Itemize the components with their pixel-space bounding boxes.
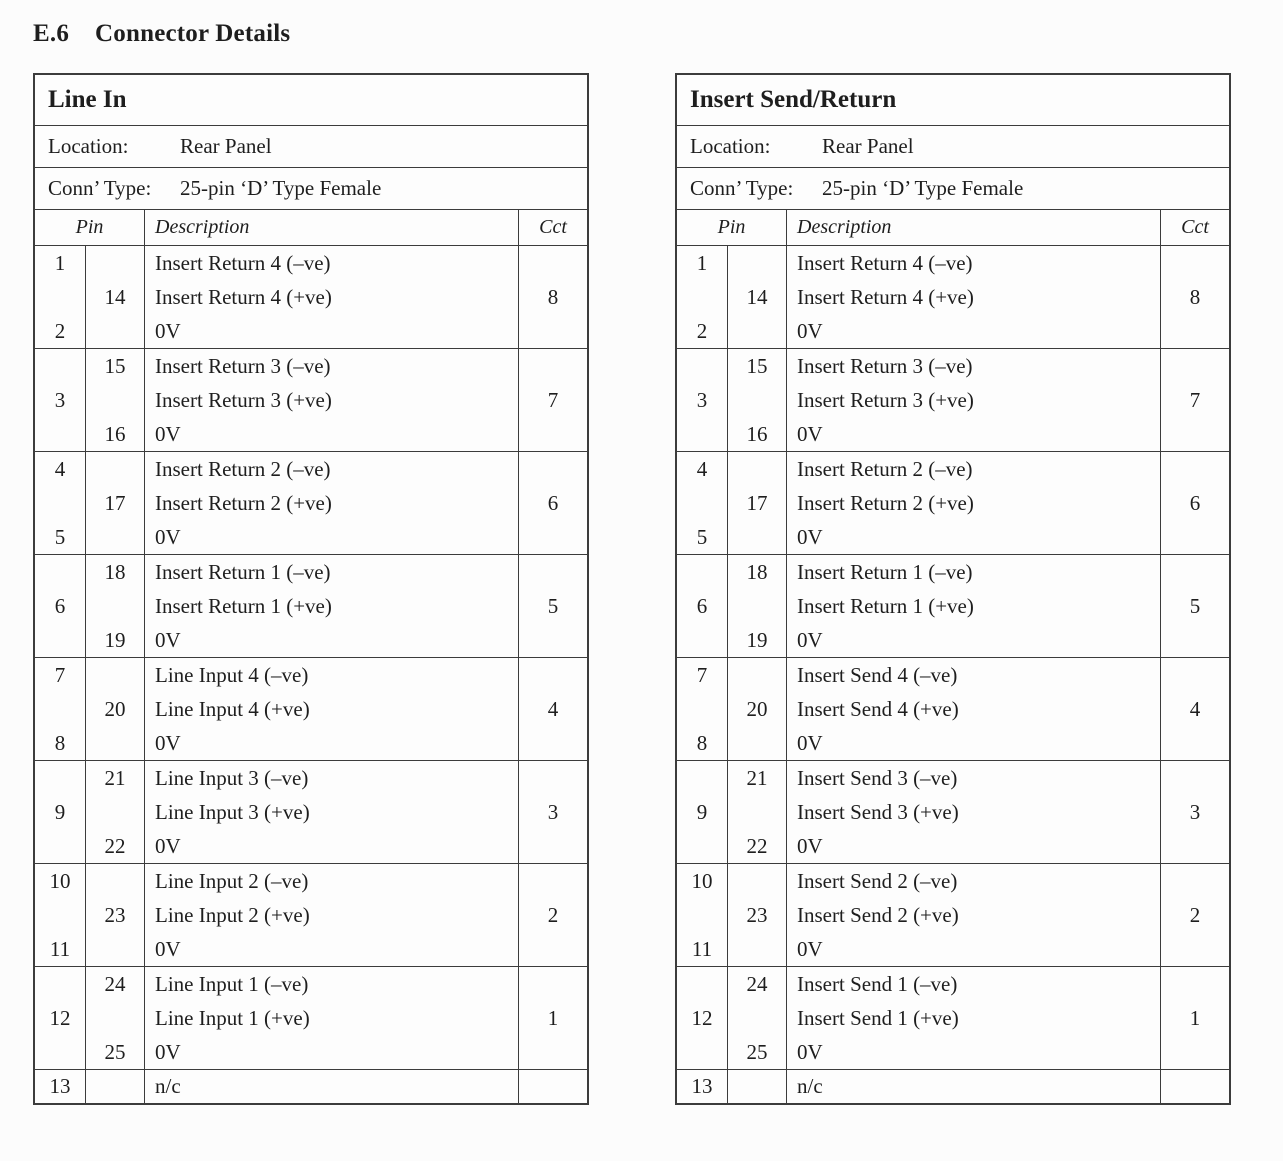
description-cell <box>144 658 518 760</box>
pin-number: 25 <box>104 1040 126 1064</box>
conn-type-value: 25-pin ‘D’ Type Female <box>180 176 382 200</box>
pin-number-cell <box>727 864 786 966</box>
description-line: Insert Return 2 (+ve) <box>797 491 974 515</box>
cct-cell: 5 <box>518 555 587 657</box>
pin-header-row <box>35 210 587 245</box>
pin-number-cell <box>727 452 786 554</box>
pin-number: 13 <box>49 1074 71 1098</box>
description-line: Insert Return 1 (+ve) <box>797 594 974 618</box>
pin-number: 18 <box>104 560 126 584</box>
pin-number <box>728 246 786 280</box>
description-cell <box>786 452 1160 554</box>
pin-number-cell <box>727 967 786 1069</box>
pin-number <box>86 314 144 348</box>
pin-number <box>677 692 727 726</box>
pin-number-cell <box>85 967 144 1069</box>
pin-number <box>86 795 144 829</box>
pin-number <box>35 692 85 726</box>
pin-number <box>86 520 144 554</box>
conn-type-row <box>677 168 1229 210</box>
description-line: Insert Return 1 (–ve) <box>155 560 331 584</box>
pin-number: 5 <box>54 525 66 549</box>
pin-number-cell <box>35 555 85 657</box>
description-line: 0V <box>797 319 823 343</box>
pin-number <box>728 383 786 417</box>
pin-number: 20 <box>746 697 768 721</box>
pin-number: 3 <box>54 388 66 412</box>
pin-number <box>35 486 85 520</box>
description-cell <box>144 246 518 348</box>
pin-group-row <box>35 451 587 554</box>
pin-group-row <box>677 760 1229 863</box>
pin-number <box>86 864 144 898</box>
description-cell <box>144 761 518 863</box>
pin-number-cell <box>35 658 85 760</box>
cct-cell: 1 <box>518 967 587 1069</box>
pin-number <box>35 349 85 383</box>
description-cell <box>786 658 1160 760</box>
pin-number <box>35 555 85 589</box>
pin-number-cell <box>85 452 144 554</box>
cct-column-header: Cct <box>518 210 587 245</box>
description-line: 0V <box>155 1040 181 1064</box>
pin-number-cell <box>35 246 85 348</box>
pin-number: 8 <box>54 731 66 755</box>
pin-number <box>86 383 144 417</box>
pin-number: 21 <box>746 766 768 790</box>
pin-number <box>86 1001 144 1035</box>
pin-number <box>35 417 85 451</box>
pin-number: 15 <box>104 354 126 378</box>
pin-number: 19 <box>746 628 768 652</box>
description-line: Insert Send 2 (–ve) <box>797 869 958 893</box>
pin-group-row <box>35 1069 587 1103</box>
location-value: Rear Panel <box>822 134 914 158</box>
description-line: Insert Return 2 (–ve) <box>797 457 973 481</box>
pin-number: 23 <box>104 903 126 927</box>
description-line: Insert Return 4 (+ve) <box>155 285 332 309</box>
pin-number-cell <box>85 1070 144 1103</box>
pin-number: 8 <box>696 731 708 755</box>
pin-number-cell <box>677 555 727 657</box>
description-line: n/c <box>155 1074 181 1098</box>
pin-group-row <box>35 966 587 1069</box>
pin-group-row <box>677 554 1229 657</box>
pin-number: 24 <box>746 972 768 996</box>
pin-number: 3 <box>696 388 708 412</box>
conn-type-label: Conn’ Type: <box>690 176 794 200</box>
pin-number <box>86 726 144 760</box>
description-cell <box>786 761 1160 863</box>
description-line: Insert Return 3 (+ve) <box>797 388 974 412</box>
pin-group-row <box>677 657 1229 760</box>
description-line: 0V <box>155 422 181 446</box>
pin-number: 20 <box>104 697 126 721</box>
description-cell <box>144 967 518 1069</box>
description-line: n/c <box>797 1074 823 1098</box>
pin-number <box>728 795 786 829</box>
pin-number-cell <box>727 658 786 760</box>
description-line: 0V <box>797 834 823 858</box>
pin-number: 16 <box>104 422 126 446</box>
pin-number-cell <box>727 555 786 657</box>
pin-number: 6 <box>696 594 708 618</box>
description-line: Insert Return 2 (–ve) <box>155 457 331 481</box>
tables-container <box>33 73 1283 1105</box>
pin-number <box>677 1035 727 1069</box>
pin-number: 25 <box>746 1040 768 1064</box>
line-in-table <box>33 73 589 1105</box>
pin-number: 17 <box>746 491 768 515</box>
pin-number: 4 <box>54 457 66 481</box>
pin-number <box>35 898 85 932</box>
pin-number: 2 <box>696 319 708 343</box>
cct-cell: 4 <box>518 658 587 760</box>
description-line: Insert Send 3 (–ve) <box>797 766 958 790</box>
pin-number-cell <box>35 967 85 1069</box>
pin-number-cell <box>35 1070 85 1103</box>
description-cell <box>144 349 518 451</box>
cct-cell: 2 <box>1160 864 1229 966</box>
pin-number: 12 <box>691 1006 713 1030</box>
pin-number <box>35 829 85 863</box>
pin-number-cell <box>677 246 727 348</box>
description-line: Line Input 4 (–ve) <box>155 663 309 687</box>
pin-column-header: Pin <box>717 216 746 238</box>
description-line: 0V <box>797 628 823 652</box>
pin-number <box>677 486 727 520</box>
section-number: E.6 <box>33 20 70 47</box>
pin-number: 7 <box>54 663 66 687</box>
pin-group-row <box>35 760 587 863</box>
description-line: Insert Return 4 (+ve) <box>797 285 974 309</box>
description-line: 0V <box>797 937 823 961</box>
pin-number-cell <box>85 658 144 760</box>
description-line: 0V <box>797 525 823 549</box>
pin-number-cell <box>35 761 85 863</box>
description-line: 0V <box>155 937 181 961</box>
pin-number: 22 <box>746 834 768 858</box>
description-cell <box>786 555 1160 657</box>
pin-number: 10 <box>691 869 713 893</box>
pin-number-cell <box>677 452 727 554</box>
pin-number <box>677 349 727 383</box>
pin-number: 22 <box>104 834 126 858</box>
pin-number <box>728 314 786 348</box>
description-line: Line Input 2 (–ve) <box>155 869 309 893</box>
cct-cell: 6 <box>518 452 587 554</box>
pin-column-header: Pin <box>75 216 104 238</box>
pin-number: 2 <box>54 319 66 343</box>
page-title <box>33 20 1283 48</box>
cct-cell: 6 <box>1160 452 1229 554</box>
description-line: 0V <box>155 628 181 652</box>
cct-cell: 4 <box>1160 658 1229 760</box>
description-line: Insert Return 4 (–ve) <box>155 251 331 275</box>
description-line: 0V <box>155 731 181 755</box>
pin-number: 18 <box>746 560 768 584</box>
pin-number-cell <box>85 555 144 657</box>
description-cell <box>786 967 1160 1069</box>
insert-send-return-table <box>675 73 1231 1105</box>
location-label: Location: <box>48 134 129 158</box>
pin-number-cell <box>727 1070 786 1103</box>
cct-cell: 8 <box>1160 246 1229 348</box>
pin-number: 5 <box>696 525 708 549</box>
pin-number <box>35 623 85 657</box>
pin-number-cell <box>35 864 85 966</box>
pin-number-cell <box>727 349 786 451</box>
pin-number: 1 <box>54 251 66 275</box>
pin-rows-container <box>677 245 1229 1103</box>
pin-number-cell <box>727 246 786 348</box>
pin-group-row <box>35 245 587 348</box>
description-line: Line Input 1 (–ve) <box>155 972 309 996</box>
pin-number <box>728 1070 786 1103</box>
cct-column-header: Cct <box>1160 210 1229 245</box>
description-line: Line Input 3 (+ve) <box>155 800 310 824</box>
location-label: Location: <box>690 134 771 158</box>
pin-number <box>35 761 85 795</box>
description-cell <box>144 555 518 657</box>
pin-number <box>86 658 144 692</box>
description-column-header: Description <box>786 210 1160 245</box>
description-line: Line Input 1 (+ve) <box>155 1006 310 1030</box>
description-cell <box>786 864 1160 966</box>
description-line: Line Input 3 (–ve) <box>155 766 309 790</box>
pin-group-row <box>677 863 1229 966</box>
description-line: Insert Send 1 (+ve) <box>797 1006 959 1030</box>
pin-group-row <box>35 863 587 966</box>
pin-number: 4 <box>696 457 708 481</box>
description-column-header: Description <box>144 210 518 245</box>
pin-group-row <box>35 554 587 657</box>
pin-number <box>677 898 727 932</box>
pin-number <box>86 589 144 623</box>
pin-rows-container <box>35 245 587 1103</box>
pin-header-row <box>677 210 1229 245</box>
pin-number: 12 <box>49 1006 71 1030</box>
description-line: Insert Return 1 (+ve) <box>155 594 332 618</box>
description-line: 0V <box>797 731 823 755</box>
pin-number: 19 <box>104 628 126 652</box>
pin-number: 15 <box>746 354 768 378</box>
cct-cell: 3 <box>1160 761 1229 863</box>
pin-number <box>728 1001 786 1035</box>
description-line: Insert Return 3 (–ve) <box>797 354 973 378</box>
cct-cell <box>1160 1070 1229 1103</box>
pin-number: 7 <box>696 663 708 687</box>
conn-type-value: 25-pin ‘D’ Type Female <box>822 176 1024 200</box>
pin-number: 9 <box>54 800 66 824</box>
pin-number <box>677 555 727 589</box>
pin-number <box>728 452 786 486</box>
pin-group-row <box>677 451 1229 554</box>
section-title: Connector Details <box>95 20 291 47</box>
pin-number <box>86 932 144 966</box>
pin-number-cell <box>677 967 727 1069</box>
description-line: Insert Return 4 (–ve) <box>797 251 973 275</box>
pin-number <box>677 623 727 657</box>
pin-group-row <box>35 348 587 451</box>
description-line: Insert Send 3 (+ve) <box>797 800 959 824</box>
pin-number <box>728 520 786 554</box>
pin-number-cell <box>677 864 727 966</box>
pin-number: 11 <box>49 937 71 961</box>
pin-number: 14 <box>104 285 126 309</box>
description-line: Insert Send 1 (–ve) <box>797 972 958 996</box>
description-cell <box>786 349 1160 451</box>
pin-number: 14 <box>746 285 768 309</box>
pin-number: 23 <box>746 903 768 927</box>
pin-number <box>728 589 786 623</box>
pin-number-cell <box>85 761 144 863</box>
pin-group-row <box>677 348 1229 451</box>
pin-number <box>35 280 85 314</box>
description-line: Insert Return 3 (+ve) <box>155 388 332 412</box>
cct-cell: 1 <box>1160 967 1229 1069</box>
cct-cell: 8 <box>518 246 587 348</box>
pin-number: 10 <box>49 869 71 893</box>
description-line: Insert Send 4 (+ve) <box>797 697 959 721</box>
pin-number: 17 <box>104 491 126 515</box>
cct-cell <box>518 1070 587 1103</box>
pin-number <box>677 761 727 795</box>
pin-number-cell <box>85 864 144 966</box>
location-row <box>677 126 1229 168</box>
pin-group-row <box>677 245 1229 348</box>
description-cell <box>144 1070 518 1103</box>
pin-number <box>728 932 786 966</box>
pin-number-cell <box>677 658 727 760</box>
pin-number: 6 <box>54 594 66 618</box>
pin-number: 1 <box>696 251 708 275</box>
cct-cell: 2 <box>518 864 587 966</box>
table-title: Line In <box>35 75 587 126</box>
description-line: 0V <box>797 1040 823 1064</box>
pin-group-row <box>677 1069 1229 1103</box>
pin-number <box>86 452 144 486</box>
description-line: 0V <box>155 834 181 858</box>
description-cell <box>144 452 518 554</box>
pin-number <box>35 967 85 1001</box>
pin-number <box>86 1070 144 1103</box>
description-line: 0V <box>797 422 823 446</box>
description-line: 0V <box>155 319 181 343</box>
pin-number-cell <box>677 1070 727 1103</box>
pin-group-row <box>35 657 587 760</box>
location-row <box>35 126 587 168</box>
description-line: Insert Return 1 (–ve) <box>797 560 973 584</box>
pin-number: 24 <box>104 972 126 996</box>
pin-number-cell <box>85 246 144 348</box>
pin-number <box>677 417 727 451</box>
description-line: Line Input 2 (+ve) <box>155 903 310 927</box>
pin-number <box>86 246 144 280</box>
description-cell <box>786 246 1160 348</box>
pin-number-cell <box>677 349 727 451</box>
conn-type-row <box>35 168 587 210</box>
pin-number: 11 <box>691 937 713 961</box>
pin-number <box>677 967 727 1001</box>
pin-number: 21 <box>104 766 126 790</box>
pin-number <box>677 280 727 314</box>
pin-number-cell <box>85 349 144 451</box>
pin-number-cell <box>727 761 786 863</box>
pin-number <box>728 726 786 760</box>
pin-number: 9 <box>696 800 708 824</box>
description-cell <box>786 1070 1160 1103</box>
description-line: 0V <box>155 525 181 549</box>
pin-group-row <box>677 966 1229 1069</box>
pin-number-cell <box>35 452 85 554</box>
description-line: Insert Return 2 (+ve) <box>155 491 332 515</box>
cct-cell: 5 <box>1160 555 1229 657</box>
conn-type-label: Conn’ Type: <box>48 176 152 200</box>
description-line: Insert Send 2 (+ve) <box>797 903 959 927</box>
cct-cell: 7 <box>1160 349 1229 451</box>
pin-number <box>677 829 727 863</box>
pin-number: 13 <box>691 1074 713 1098</box>
pin-number: 16 <box>746 422 768 446</box>
pin-number <box>728 658 786 692</box>
description-line: Line Input 4 (+ve) <box>155 697 310 721</box>
cct-cell: 3 <box>518 761 587 863</box>
description-line: Insert Return 3 (–ve) <box>155 354 331 378</box>
pin-number-cell <box>677 761 727 863</box>
description-cell <box>144 864 518 966</box>
location-value: Rear Panel <box>180 134 272 158</box>
table-title: Insert Send/Return <box>677 75 1229 126</box>
description-line: Insert Send 4 (–ve) <box>797 663 958 687</box>
pin-number <box>35 1035 85 1069</box>
pin-number <box>728 864 786 898</box>
cct-cell: 7 <box>518 349 587 451</box>
pin-number-cell <box>35 349 85 451</box>
